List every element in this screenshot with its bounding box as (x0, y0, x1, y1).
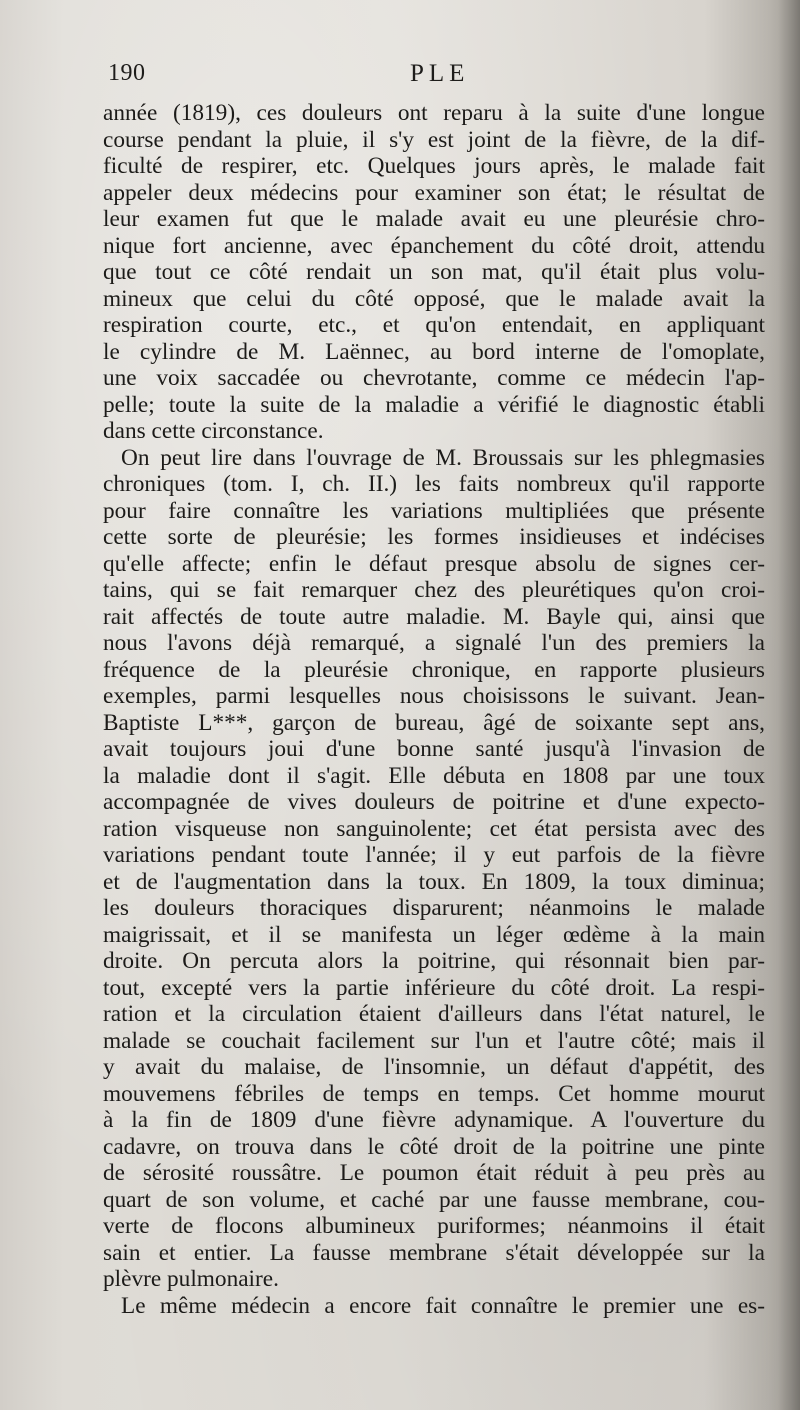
text-line: Baptiste L***, garçon de bureau, âgé de soixante sept ans, (103, 709, 765, 736)
text-line: ration et la circulation étaient d'ailleurs dans l'état naturel, le (103, 1001, 765, 1027)
text-line: avait toujours joui d'une bonne santé jusqu'à l'invasion de (103, 736, 765, 762)
paragraph-start-line: Le même médecin a encore fait connaître le premier une es- (121, 1292, 765, 1319)
page-header (108, 60, 763, 92)
text-line: cadavre, on trouva dans le côté droit de la poitrine une pinte (103, 1133, 765, 1160)
text-line: leur examen fut que le malade avait eu une pleurésie chro- (103, 206, 765, 232)
text-line: tout, excepté vers la partie inférieure du côté droit. La respi- (103, 974, 765, 1001)
text-line: appeler deux médecins pour examiner son état; le résultat de (103, 179, 765, 206)
text-line: accompagnée de vives douleurs de poitrine et d'une expecto- (103, 789, 765, 815)
paragraph-end-line: plèvre pulmonaire. (103, 1266, 279, 1292)
text-line: sain et entier. La fausse membrane s'était développée sur la (103, 1239, 765, 1266)
text-line: y avait du malaise, de l'insomnie, un défaut d'appétit, des (103, 1054, 765, 1080)
text-line: ration visqueuse non sanguinolente; cet état persista avec des (103, 815, 765, 842)
text-line: de sérosité roussâtre. Le poumon était réduit à peu près au (103, 1160, 765, 1186)
text-line: le cylindre de M. Laënnec, au bord interne de l'omoplate, (103, 338, 765, 365)
running-head: PLE (410, 60, 470, 87)
text-line: la maladie dont il s'agit. Elle débuta en 1808 par une toux (103, 762, 765, 789)
text-line: mineux que celui du côté opposé, que le malade avait la (103, 285, 765, 312)
text-line: quart de son volume, et caché par une fausse membrane, cou- (103, 1186, 765, 1213)
text-line: à la fin de 1809 d'une fièvre adynamique. A l'ouverture du (103, 1107, 765, 1133)
text-line: pelle; toute la suite de la maladie a vérifié le diagnostic établi (103, 391, 765, 418)
text-line: nous l'avons déjà remarqué, a signalé l'un des premiers la (103, 630, 765, 656)
text-line: une voix saccadée ou chevrotante, comme ce médecin l'ap- (103, 365, 765, 391)
body-text (103, 100, 765, 1319)
text-line: course pendant la pluie, il s'y est joint de la fièvre, de la dif- (103, 126, 765, 153)
page-number: 190 (108, 60, 146, 86)
text-line: malade se couchait facilement sur l'un et l'autre côté; mais il (103, 1027, 765, 1054)
text-line: verte de flocons albumineux puriformes; néanmoins il était (103, 1213, 765, 1239)
text-line: les douleurs thoraciques disparurent; néanmoins le malade (103, 895, 765, 921)
text-line: et de l'augmentation dans la toux. En 1809, la toux diminua; (103, 868, 765, 895)
text-line: respiration courte, etc., et qu'on entendait, en appliquant (103, 312, 765, 338)
text-line: qu'elle affecte; enfin le défaut presque absolu de signes cer- (103, 550, 765, 577)
text-line: droite. On percuta alors la poitrine, qui résonnait bien par- (103, 948, 765, 974)
text-line: mouvemens fébriles de temps en temps. Cet homme mourut (103, 1080, 765, 1107)
text-line: année (1819), ces douleurs ont reparu à la suite d'une longue (103, 100, 765, 126)
paragraph-start-line: On peut lire dans l'ouvrage de M. Broussais sur les phlegmasies (121, 444, 765, 471)
text-line: ficulté de respirer, etc. Quelques jours après, le malade fait (103, 153, 765, 179)
text-line: cette sorte de pleurésie; les formes insidieuses et indécises (103, 524, 765, 550)
text-line: tains, qui se fait remarquer chez des pleurétiques qu'on croi- (103, 577, 765, 603)
text-line: nique fort ancienne, avec épanchement du côté droit, attendu (103, 232, 765, 259)
text-line: fréquence de la pleurésie chronique, en rapporte plusieurs (103, 656, 765, 683)
text-line: que tout ce côté rendait un son mat, qu'il était plus volu- (103, 259, 765, 285)
paragraph-end-line: dans cette circonstance. (103, 418, 324, 444)
text-line: maigrissait, et il se manifesta un léger œdème à la main (103, 921, 765, 948)
text-line: rait affectés de toute autre maladie. M. Bayle qui, ainsi que (103, 603, 765, 630)
text-line: chroniques (tom. I, ch. II.) les faits nombreux qu'il rapporte (103, 471, 765, 497)
text-line: pour faire connaître les variations multipliées que présente (103, 497, 765, 524)
text-line: exemples, parmi lesquelles nous choisissons le suivant. Jean- (103, 683, 765, 709)
text-line: variations pendant toute l'année; il y eut parfois de la fièvre (103, 842, 765, 868)
